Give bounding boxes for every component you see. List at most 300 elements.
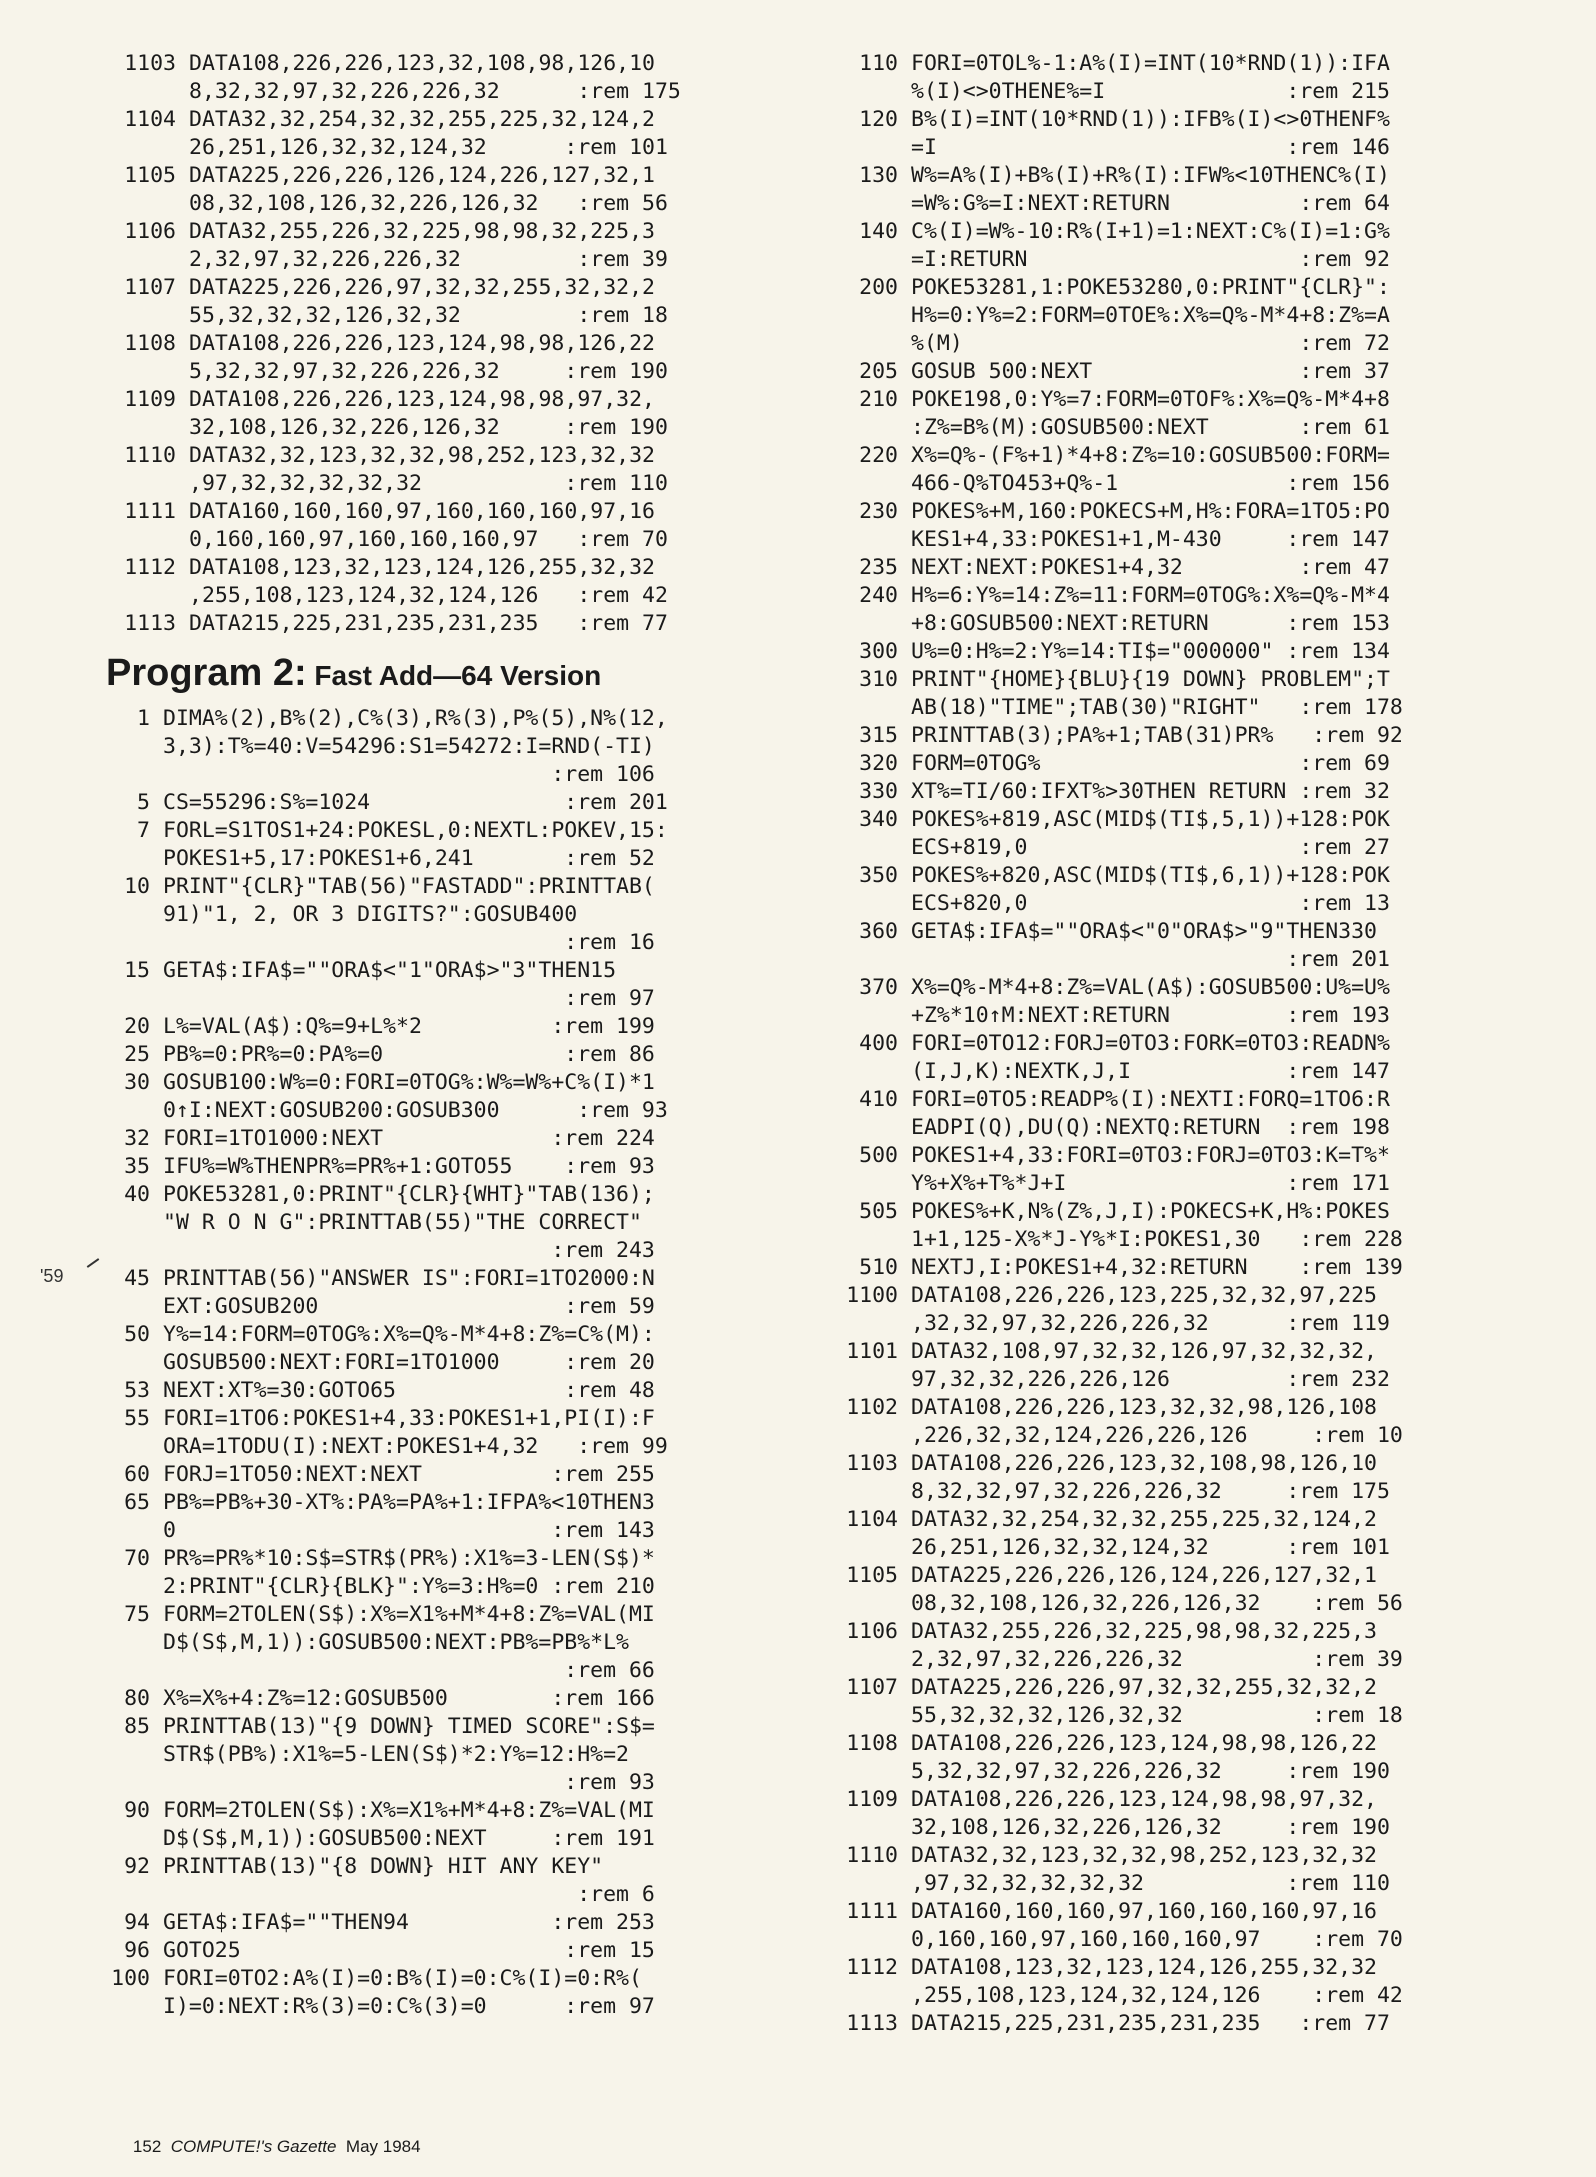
publication-name: COMPUTE!'s Gazette [170,2137,337,2156]
code-line [100,50,800,78]
code-line [100,985,800,1013]
code-line [822,778,1522,806]
code-text: PB%=PB%+30-XT%:PA%=PA%+1:IFPA%<10THEN3 [163,1490,655,1515]
line-number: 350 [859,863,898,888]
code-text: KES1+4,33:POKES1+1,M-430 :rem 147 [911,527,1390,552]
code-line [822,1618,1522,1646]
code-line [822,1170,1522,1198]
code-text: GOSUB 500:NEXT :rem 37 [911,359,1390,384]
code-text: "W R O N G":PRINTTAB(55)"THE CORRECT" [163,1210,642,1235]
code-line [100,1097,800,1125]
code-text: FORM=2TOLEN(S$):X%=X1%+M*4+8:Z%=VAL(MI [163,1798,655,1823]
code-line [822,330,1522,358]
code-text: DATA225,226,226,126,124,226,127,32,1 [189,163,655,188]
line-number: 1108 [124,331,176,356]
code-text: DIMA%(2),B%(2),C%(3),R%(3),P%(5),N%(12, [163,706,668,731]
code-line [822,1590,1522,1618]
code-text: H%=0:Y%=2:FORM=0TOE%:X%=Q%-M*4+8:Z%=A [911,303,1390,328]
line-number: 1113 [846,2011,898,2036]
program-heading [106,652,800,695]
code-text: DATA32,32,254,32,32,255,225,32,124,2 [911,1507,1377,1532]
code-line [100,218,800,246]
code-text: :rem 93 [163,1770,655,1795]
code-line [100,1293,800,1321]
code-line [100,1237,800,1265]
code-line [100,1657,800,1685]
code-line [100,1153,800,1181]
code-line [822,862,1522,890]
code-line [822,722,1522,750]
code-text: :rem 201 [911,947,1390,972]
code-text: X%=X%+4:Z%=12:GOSUB500 :rem 166 [163,1686,655,1711]
code-text: U%=0:H%=2:Y%=14:TI$="000000" :rem 134 [911,639,1390,664]
code-line [822,498,1522,526]
line-number: 330 [859,779,898,804]
program-title: Program 2: [106,652,307,694]
code-line [822,806,1522,834]
code-line [100,1405,800,1433]
code-line [100,1629,800,1657]
code-line [822,1058,1522,1086]
code-text: POKE53281,0:PRINT"{CLR}{WHT}"TAB(136); [163,1182,655,1207]
code-text: GETA$:IFA$=""ORA$<"1"ORA$>"3"THEN15 [163,958,617,983]
line-number: 1106 [124,219,176,244]
code-text: 2:PRINT"{CLR}{BLK}":Y%=3:H%=0 :rem 210 [163,1574,655,1599]
code-text: +8:GOSUB500:NEXT:RETURN :rem 153 [911,611,1390,636]
code-text: DATA108,226,226,123,124,98,98,126,22 [911,1731,1377,1756]
code-text: GOTO25 :rem 15 [163,1938,655,1963]
code-line [822,610,1522,638]
code-text: ECS+820,0 :rem 13 [911,891,1390,916]
code-line [822,1786,1522,1814]
code-line [100,1125,800,1153]
line-number: 7 [137,818,150,843]
code-text: FORJ=1TO50:NEXT:NEXT :rem 255 [163,1462,655,1487]
code-text: 2,32,97,32,226,226,32 :rem 39 [911,1647,1403,1672]
code-text: FORM=0TOG% :rem 69 [911,751,1390,776]
line-number: 35 [124,1154,150,1179]
line-number: 10 [124,874,150,899]
code-line [822,78,1522,106]
line-number: 80 [124,1686,150,1711]
code-line [100,1909,800,1937]
code-text: EXT:GOSUB200 :rem 59 [163,1294,655,1319]
line-number: 1113 [124,611,176,636]
code-text: IFU%=W%THENPR%=PR%+1:GOTO55 :rem 93 [163,1154,655,1179]
code-line [822,1030,1522,1058]
line-number: 400 [859,1031,898,1056]
code-line [100,929,800,957]
code-text: FORI=1TO1000:NEXT :rem 224 [163,1126,655,1151]
code-line [100,817,800,845]
code-text: DATA108,226,226,123,32,108,98,126,10 [189,51,655,76]
code-text: 55,32,32,32,126,32,32 :rem 18 [911,1703,1403,1728]
line-number: 94 [124,1910,150,1935]
line-number: 40 [124,1182,150,1207]
code-line [100,134,800,162]
code-line [100,1797,800,1825]
line-number: 1104 [846,1507,898,1532]
code-line [822,246,1522,274]
code-line [100,1965,800,1993]
code-line [100,1013,800,1041]
code-line [100,1853,800,1881]
line-number: 500 [859,1143,898,1168]
line-number: 60 [124,1462,150,1487]
code-line [822,1310,1522,1338]
line-number: 1104 [124,107,176,132]
line-number: 90 [124,1798,150,1823]
code-line [822,134,1522,162]
code-text: PRINTTAB(13)"{9 DOWN} TIMED SCORE":S$= [163,1714,655,1739]
code-text: I)=0:NEXT:R%(3)=0:C%(3)=0 :rem 97 [163,1994,655,2019]
code-text: PRINT"{HOME}{BLU}{19 DOWN} PROBLEM";T [911,667,1390,692]
code-line [822,1730,1522,1758]
code-text: FORI=0TO5:READP%(I):NEXTI:FORQ=1TO6:R [911,1087,1390,1112]
code-line [822,1086,1522,1114]
line-number: 510 [859,1255,898,1280]
code-text: :rem 106 [163,762,655,787]
line-number: 75 [124,1602,150,1627]
program-listing-left [100,705,800,2021]
code-text: DATA108,226,226,123,124,98,98,126,22 [189,331,655,356]
code-line [100,1349,800,1377]
code-line [100,873,800,901]
line-number: 310 [859,667,898,692]
line-number: 220 [859,443,898,468]
line-number: 300 [859,639,898,664]
code-line [822,1926,1522,1954]
code-text: PRINT"{CLR}"TAB(56)"FASTADD":PRINTTAB( [163,874,655,899]
code-line [100,470,800,498]
line-number: 1111 [846,1899,898,1924]
line-number: 96 [124,1938,150,1963]
code-text: 5,32,32,97,32,226,226,32 :rem 190 [189,359,668,384]
code-text: FORI=0TO12:FORJ=0TO3:FORK=0TO3:READN% [911,1031,1390,1056]
code-text: 26,251,126,32,32,124,32 :rem 101 [911,1535,1390,1560]
code-line [822,2010,1522,2038]
code-line [822,442,1522,470]
code-line [100,414,800,442]
code-text: ,32,32,97,32,226,226,32 :rem 119 [911,1311,1390,1336]
code-line [822,1338,1522,1366]
line-number: 55 [124,1406,150,1431]
code-line [822,302,1522,330]
code-line [100,498,800,526]
line-number: 1110 [124,443,176,468]
code-line [100,1209,800,1237]
code-line [822,1870,1522,1898]
code-line [822,582,1522,610]
code-line [822,386,1522,414]
code-line [822,1478,1522,1506]
code-text: C%(I)=W%-10:R%(I+1)=1:NEXT:C%(I)=1:G% [911,219,1390,244]
code-text: DATA32,255,226,32,225,98,98,32,225,3 [189,219,655,244]
code-line [822,1898,1522,1926]
code-text: =W%:G%=I:NEXT:RETURN :rem 64 [911,191,1390,216]
code-text: FORI=0TOL%-1:A%(I)=INT(10*RND(1)):IFA [911,51,1390,76]
code-text: NEXT:NEXT:POKES1+4,32 :rem 47 [911,555,1390,580]
code-line [100,1993,800,2021]
code-text: 8,32,32,97,32,226,226,32 :rem 175 [189,79,681,104]
code-text: DATA108,226,226,123,225,32,32,97,225 [911,1283,1377,1308]
code-text: ,97,32,32,32,32,32 :rem 110 [189,471,668,496]
code-line [100,358,800,386]
code-text: H%=6:Y%=14:Z%=11:FORM=0TOG%:X%=Q%-M*4 [911,583,1390,608]
code-line [822,890,1522,918]
code-text: DATA160,160,160,97,160,160,160,97,16 [189,499,655,524]
code-text: 08,32,108,126,32,226,126,32 :rem 56 [911,1591,1403,1616]
line-number: 1 [137,706,150,731]
code-line [822,1758,1522,1786]
code-line [822,1002,1522,1030]
code-text: ,255,108,123,124,32,124,126 :rem 42 [189,583,668,608]
code-text: 97,32,32,226,226,126 :rem 232 [911,1367,1390,1392]
code-line [100,1321,800,1349]
code-line [822,1534,1522,1562]
code-text: 0 :rem 143 [163,1518,655,1543]
code-text: 91)"1, 2, OR 3 DIGITS?":GOSUB400 [163,902,578,927]
code-text: ,255,108,123,124,32,124,126 :rem 42 [911,1983,1403,2008]
code-text: XT%=TI/60:IFXT%>30THEN RETURN :rem 32 [911,779,1390,804]
code-text: NEXTJ,I:POKES1+4,32:RETURN :rem 139 [911,1255,1403,1280]
line-number: 25 [124,1042,150,1067]
code-text: DATA108,123,32,123,124,126,255,32,32 [189,555,655,580]
code-text: DATA108,123,32,123,124,126,255,32,32 [911,1955,1377,1980]
code-text: NEXT:XT%=30:GOTO65 :rem 48 [163,1378,655,1403]
code-line [100,386,800,414]
left-column [100,50,800,2021]
line-number: 70 [124,1546,150,1571]
code-line [100,1489,800,1517]
code-text: X%=Q%-M*4+8:Z%=VAL(A$):GOSUB500:U%=U% [911,975,1390,1000]
line-number: 1109 [124,387,176,412]
code-line [100,733,800,761]
code-text: :rem 66 [163,1658,655,1683]
code-text: PRINTTAB(13)"{8 DOWN} HIT ANY KEY" [163,1854,604,1879]
code-line [822,1506,1522,1534]
code-text: ,226,32,32,124,226,226,126 :rem 10 [911,1423,1403,1448]
line-number: 1109 [846,1787,898,1812]
code-text: PB%=0:PR%=0:PA%=0 :rem 86 [163,1042,655,1067]
code-line [822,1198,1522,1226]
code-line [100,526,800,554]
code-text: ECS+819,0 :rem 27 [911,835,1390,860]
line-number: 210 [859,387,898,412]
code-text: =I :rem 146 [911,135,1390,160]
code-text: D$(S$,M,1)):GOSUB500:NEXT :rem 191 [163,1826,655,1851]
page-number: 152 [132,2137,162,2156]
code-text: B%(I)=INT(10*RND(1)):IFB%(I)<>0THENF% [911,107,1390,132]
code-line [822,1982,1522,2010]
line-number: 1105 [846,1563,898,1588]
line-number: 1103 [124,51,176,76]
code-text: DATA32,255,226,32,225,98,98,32,225,3 [911,1619,1377,1644]
data-listing-top [100,50,800,638]
code-line [100,162,800,190]
code-line [822,694,1522,722]
line-number: 1105 [124,163,176,188]
line-number: 1102 [846,1395,898,1420]
code-text: DATA108,226,226,123,32,32,98,126,108 [911,1395,1377,1420]
line-number: 1107 [124,275,176,300]
code-line [100,610,800,638]
code-line [100,1265,800,1293]
code-text: FORI=0TO2:A%(I)=0:B%(I)=0:C%(I)=0:R%( [163,1966,642,1991]
code-text: POKES%+M,160:POKECS+M,H%:FORA=1TO5:PO [911,499,1390,524]
code-text: 08,32,108,126,32,226,126,32 :rem 56 [189,191,668,216]
code-text: AB(18)"TIME";TAB(30)"RIGHT" :rem 178 [911,695,1403,720]
code-text: FORM=2TOLEN(S$):X%=X1%+M*4+8:Z%=VAL(MI [163,1602,655,1627]
code-text: 3,3):T%=40:V=54296:S1=54272:I=RND(-TI) [163,734,655,759]
issue-date: May 1984 [345,2137,421,2156]
code-line [100,302,800,330]
code-line [100,1601,800,1629]
margin-handwritten-note: '59 [40,1266,64,1286]
code-text: :rem 97 [163,986,655,1011]
code-line [100,1685,800,1713]
code-text: DATA225,226,226,97,32,32,255,32,32,2 [189,275,655,300]
code-line [822,1954,1522,1982]
code-line [100,1769,800,1797]
code-line [822,1450,1522,1478]
line-number: 360 [859,919,898,944]
code-line [822,190,1522,218]
line-number: 410 [859,1087,898,1112]
code-line [100,761,800,789]
code-line [100,1517,800,1545]
code-text: 55,32,32,32,126,32,32 :rem 18 [189,303,668,328]
code-text: 8,32,32,97,32,226,226,32 :rem 175 [911,1479,1390,1504]
code-text: STR$(PB%):X1%=5-LEN(S$)*2:Y%=12:H%=2 [163,1742,629,1767]
code-line [822,414,1522,442]
code-line [822,106,1522,134]
code-text: ,97,32,32,32,32,32 :rem 110 [911,1871,1390,1896]
code-text: GOSUB100:W%=0:FORI=0TOG%:W%=W%+C%(I)*1 [163,1070,655,1095]
code-text: GETA$:IFA$=""ORA$<"0"ORA$>"9"THEN330 [911,919,1377,944]
code-line [100,1377,800,1405]
code-line [822,1366,1522,1394]
code-text: 26,251,126,32,32,124,32 :rem 101 [189,135,668,160]
code-line [822,1646,1522,1674]
code-text: PRINTTAB(56)"ANSWER IS":FORI=1TO2000:N [163,1266,655,1291]
code-text: POKES1+5,17:POKES1+6,241 :rem 52 [163,846,655,871]
code-line [100,901,800,929]
line-number: 340 [859,807,898,832]
code-text: PRINTTAB(3);PA%+1;TAB(31)PR% :rem 92 [911,723,1403,748]
code-line [822,1114,1522,1142]
code-line [822,1562,1522,1590]
code-line [100,1069,800,1097]
code-line [100,957,800,985]
line-number: 30 [124,1070,150,1095]
code-line [822,1226,1522,1254]
code-line [822,834,1522,862]
code-line [100,246,800,274]
line-number: 1111 [124,499,176,524]
code-text: Y%+X%+T%*J+I :rem 171 [911,1171,1390,1196]
code-text: PR%=PR%*10:S$=STR$(PR%):X1%=3-LEN(S$)* [163,1546,655,1571]
code-line [822,218,1522,246]
code-line [822,1422,1522,1450]
code-text: GETA$:IFA$=""THEN94 :rem 253 [163,1910,655,1935]
code-line [822,638,1522,666]
code-text: POKES%+820,ASC(MID$(TI$,6,1))+128:POK [911,863,1390,888]
code-text: FORL=S1TOS1+24:POKESL,0:NEXTL:POKEV,15: [163,818,668,843]
code-line [100,442,800,470]
line-number: 130 [859,163,898,188]
line-number: 240 [859,583,898,608]
code-line [822,666,1522,694]
code-line [100,582,800,610]
line-number: 92 [124,1854,150,1879]
code-line [822,50,1522,78]
code-text: D$(S$,M,1)):GOSUB500:NEXT:PB%=PB%*L% [163,1630,629,1655]
program-subtitle: Fast Add—64 Version [306,660,602,691]
line-number: 53 [124,1378,150,1403]
program-listing-right [822,50,1522,2038]
code-line [100,1881,800,1909]
line-number: 1108 [846,1731,898,1756]
code-line [100,1741,800,1769]
code-text: DATA32,32,123,32,32,98,252,123,32,32 [189,443,655,468]
code-line [100,1545,800,1573]
line-number: 320 [859,751,898,776]
code-line [822,554,1522,582]
line-number: 65 [124,1490,150,1515]
line-number: 1112 [124,555,176,580]
line-number: 45 [124,1266,150,1291]
code-line [822,526,1522,554]
code-text: 32,108,126,32,226,126,32 :rem 190 [189,415,668,440]
line-number: 15 [124,958,150,983]
code-line [100,1181,800,1209]
line-number: 230 [859,499,898,524]
code-line [100,78,800,106]
line-number: 140 [859,219,898,244]
line-number: 370 [859,975,898,1000]
code-text: 466-Q%TO453+Q%-1 :rem 156 [911,471,1390,496]
line-number: 120 [859,107,898,132]
line-number: 235 [859,555,898,580]
code-line [822,1814,1522,1842]
code-line [100,1461,800,1489]
line-number: 205 [859,359,898,384]
code-line [822,750,1522,778]
code-text: POKES%+K,N%(Z%,J,I):POKECS+K,H%:POKES [911,1199,1390,1224]
code-text: W%=A%(I)+B%(I)+R%(I):IFW%<10THENC%(I) [911,163,1390,188]
line-number: 1101 [846,1339,898,1364]
code-text: DATA32,32,123,32,32,98,252,123,32,32 [911,1843,1377,1868]
code-line [822,1842,1522,1870]
code-text: POKES%+819,ASC(MID$(TI$,5,1))+128:POK [911,807,1390,832]
line-number: 20 [124,1014,150,1039]
margin-pen-mark [87,1258,100,1268]
line-number: 85 [124,1714,150,1739]
code-line [100,1041,800,1069]
line-number: 505 [859,1199,898,1224]
code-line [822,1674,1522,1702]
code-text: GOSUB500:NEXT:FORI=1TO1000 :rem 20 [163,1350,655,1375]
code-line [100,1825,800,1853]
code-text: :rem 6 [163,1882,655,1907]
code-line [822,274,1522,302]
code-text: :rem 243 [163,1238,655,1263]
code-line [100,330,800,358]
code-text: 0,160,160,97,160,160,160,97 :rem 70 [911,1927,1403,1952]
line-number: 32 [124,1126,150,1151]
code-line [822,974,1522,1002]
